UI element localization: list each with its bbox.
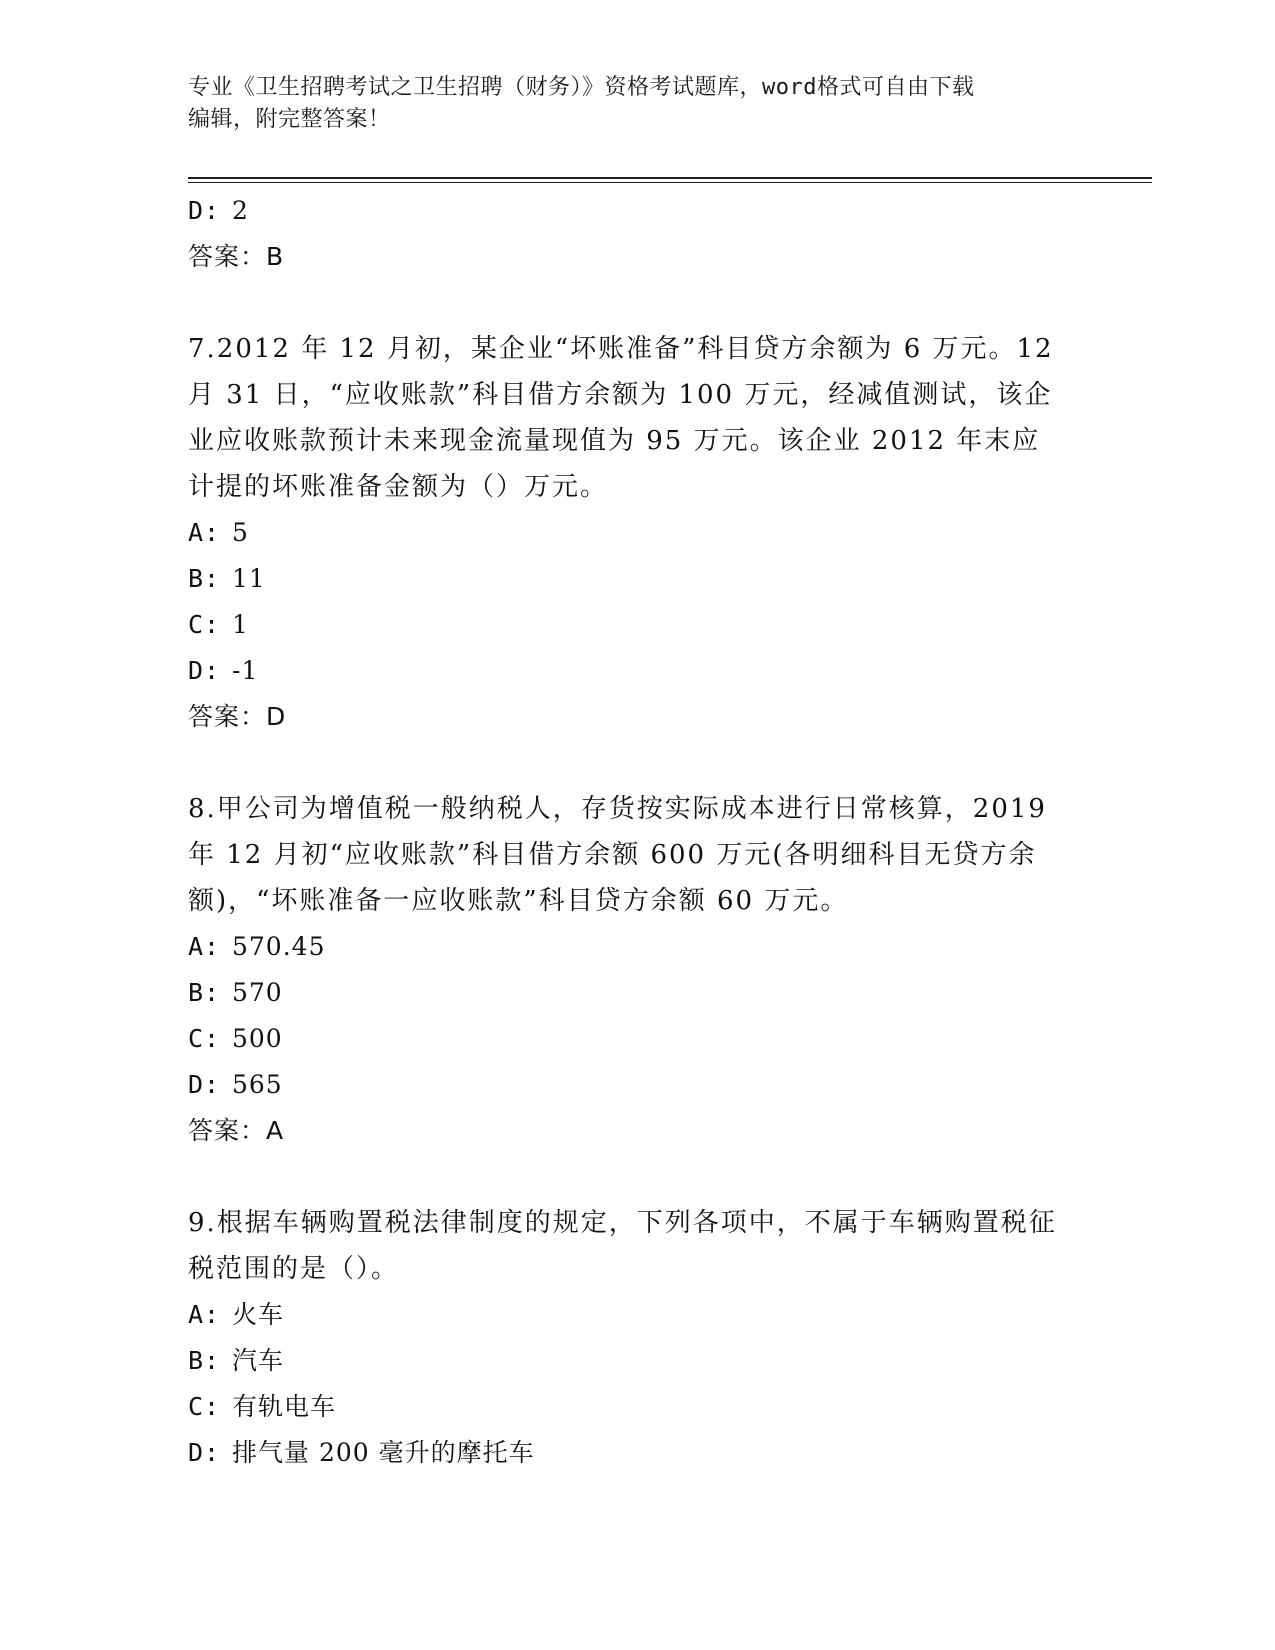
option-key: A: bbox=[188, 1300, 221, 1329]
option-text: 有轨电车 bbox=[232, 1392, 337, 1421]
option-text: 火车 bbox=[232, 1300, 285, 1329]
option-key: C: bbox=[188, 610, 221, 639]
option-d bbox=[188, 1062, 1088, 1108]
option-text: 565 bbox=[232, 1070, 283, 1099]
option-b bbox=[188, 1338, 1088, 1384]
header-divider bbox=[188, 177, 1152, 183]
page-header bbox=[188, 72, 1068, 136]
question-content bbox=[188, 188, 1088, 1476]
question-stem: 9.根据车辆购置税法律制度的规定，下列各项中，不属于车辆购置税征税范围的是（）。 bbox=[188, 1208, 1057, 1284]
option-c bbox=[188, 602, 1088, 648]
option-text: 570 bbox=[232, 978, 283, 1007]
option-text: 1 bbox=[232, 610, 249, 639]
option-key: B: bbox=[188, 1346, 221, 1375]
option-text: 570.45 bbox=[232, 932, 326, 961]
option-key: C: bbox=[188, 1024, 221, 1053]
answer-line: 答案：A bbox=[188, 1116, 285, 1145]
option-key: A: bbox=[188, 518, 221, 547]
option-key: D: bbox=[188, 1070, 221, 1099]
option-key: C: bbox=[188, 1392, 221, 1421]
option-b bbox=[188, 556, 1088, 602]
header-line-1: 专业《卫生招聘考试之卫生招聘（财务）》资格考试题库，word格式可自由下载 bbox=[188, 75, 975, 100]
option-c bbox=[188, 1384, 1088, 1430]
question-stem: 8.甲公司为增值税一般纳税人，存货按实际成本进行日常核算，2019 年 12 月初“应收账款”科目借方余额 600 万元(各明细科目无贷方余额)，“坏账准备一应收账款”科目贷方余额 60 万元。 bbox=[188, 794, 1047, 916]
option-d bbox=[188, 1430, 1088, 1476]
option-key: D: bbox=[188, 1438, 221, 1467]
option-a bbox=[188, 510, 1088, 556]
option-text: 500 bbox=[232, 1024, 283, 1053]
option-text: 2 bbox=[232, 196, 249, 225]
option-text: 5 bbox=[232, 518, 249, 547]
option-key: B: bbox=[188, 564, 221, 593]
option-text: 排气量 200 毫升的摩托车 bbox=[232, 1438, 535, 1467]
option-a bbox=[188, 1292, 1088, 1338]
header-line-2: 编辑，附完整答案！ bbox=[188, 107, 391, 132]
question-stem: 7.2012 年 12 月初，某企业“坏账准备”科目贷方余额为 6 万元。12 月 31 日，“应收账款”科目借方余额为 100 万元，经减值测试，该企业应收账款预计未来现金流量现值为 95 万元。该企业 2012 年末应计提的坏账准备金额为（）万元。 bbox=[188, 334, 1054, 502]
option-text: 11 bbox=[232, 564, 266, 593]
option-key: D: bbox=[188, 656, 221, 685]
option-key: B: bbox=[188, 978, 221, 1007]
option-text: 汽车 bbox=[232, 1346, 285, 1375]
option-key: D: bbox=[188, 196, 221, 225]
option-b bbox=[188, 970, 1088, 1016]
option-d bbox=[188, 648, 1088, 694]
option-key: A: bbox=[188, 932, 221, 961]
option-text: -1 bbox=[232, 656, 259, 685]
option-c bbox=[188, 1016, 1088, 1062]
answer-line: 答案：D bbox=[188, 702, 287, 731]
answer-line: 答案：B bbox=[188, 242, 285, 271]
option-d bbox=[188, 188, 1088, 234]
option-a bbox=[188, 924, 1088, 970]
